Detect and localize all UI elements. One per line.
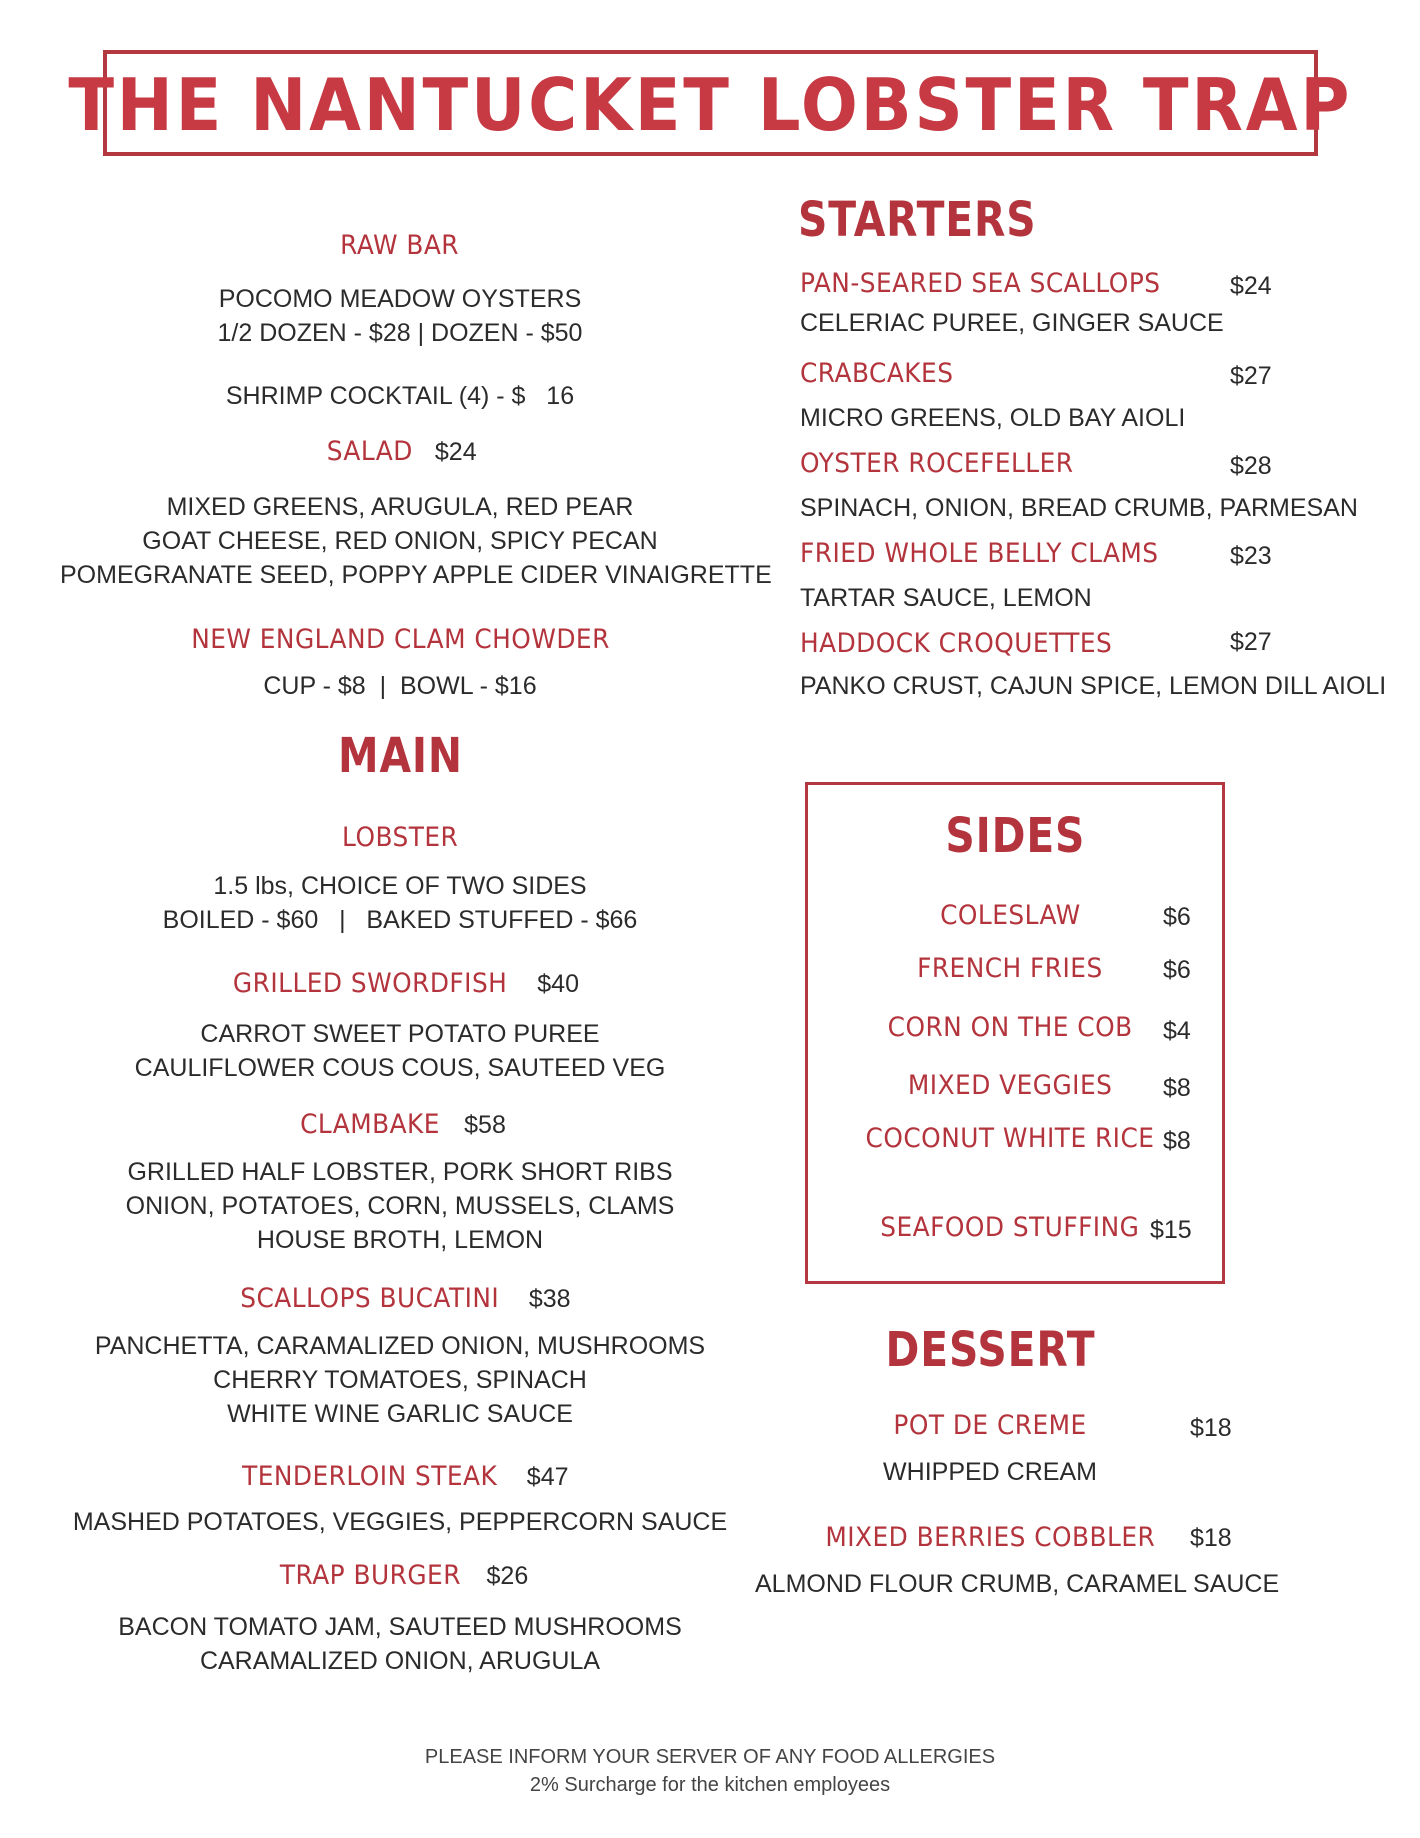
chowder-prices: CUP - $8 | BOWL - $16 bbox=[263, 672, 537, 700]
swordfish-price: $40 bbox=[537, 970, 579, 998]
tenderloin-desc-line: MASHED POTATOES, VEGGIES, PEPPERCORN SAUCE bbox=[72, 1508, 728, 1536]
side-name: FRENCH FRIES bbox=[917, 953, 1103, 984]
side-name: MIXED VEGGIES bbox=[907, 1070, 1113, 1101]
dessert-price: $18 bbox=[1190, 1414, 1232, 1442]
clambake-desc-line: ONION, POTATOES, CORN, MUSSELS, CLAMS bbox=[125, 1192, 675, 1220]
shrimp-cocktail: SHRIMP COCKTAIL (4) - $ 16 bbox=[225, 382, 575, 410]
side-price: $4 bbox=[1163, 1017, 1191, 1045]
starter-price: $28 bbox=[1230, 452, 1272, 480]
swordfish-desc-line: CARROT SWEET POTATO PUREE bbox=[200, 1020, 600, 1048]
raw-bar-heading: RAW BAR bbox=[340, 230, 460, 261]
main-item-scallops-bucatini: SCALLOPS BUCATINI $38 bbox=[240, 1283, 571, 1314]
burger-desc-line: BACON TOMATO JAM, SAUTEED MUSHROOMS bbox=[118, 1613, 682, 1641]
starter-price: $23 bbox=[1230, 542, 1272, 570]
sides-heading: SIDES bbox=[945, 808, 1085, 864]
side-price: $8 bbox=[1163, 1127, 1191, 1155]
starter-name: FRIED WHOLE BELLY CLAMS bbox=[800, 538, 1159, 569]
oysters-prices: 1/2 DOZEN - $28 | DOZEN - $50 bbox=[217, 319, 583, 347]
dessert-price: $18 bbox=[1190, 1524, 1232, 1552]
title-banner bbox=[68, 50, 1353, 156]
starter-desc: MICRO GREENS, OLD BAY AIOLI bbox=[800, 404, 1186, 432]
bucatini-desc-line: PANCHETTA, CARAMALIZED ONION, MUSHROOMS bbox=[94, 1332, 706, 1360]
dessert-desc: WHIPPED CREAM bbox=[883, 1458, 1097, 1486]
main-heading: MAIN bbox=[337, 728, 463, 784]
salad-desc-line: POMEGRANATE SEED, POPPY APPLE CIDER VINAIGRETTE bbox=[60, 561, 772, 589]
main-item-tenderloin: TENDERLOIN STEAK $47 bbox=[242, 1461, 569, 1492]
oysters-name: POCOMO MEADOW OYSTERS bbox=[218, 285, 582, 313]
surcharge-notice: 2% Surcharge for the kitchen employees bbox=[529, 1774, 891, 1796]
dessert-heading-wrap bbox=[760, 1322, 1220, 1378]
side-price: $15 bbox=[1150, 1216, 1192, 1244]
allergy-notice: PLEASE INFORM YOUR SERVER OF ANY FOOD ALLERGIES bbox=[424, 1746, 996, 1768]
side-price: $6 bbox=[1163, 956, 1191, 984]
bucatini-price: $38 bbox=[528, 1285, 571, 1313]
dessert-name: POT DE CREME bbox=[893, 1410, 1087, 1441]
salad-title bbox=[60, 436, 740, 467]
lobster-desc-line: 1.5 lbs, CHOICE OF TWO SIDES bbox=[213, 872, 587, 900]
salad-desc-line: MIXED GREENS, ARUGULA, RED PEAR bbox=[166, 493, 634, 521]
starter-desc: CELERIAC PUREE, GINGER SAUCE bbox=[800, 309, 1224, 337]
starter-price: $24 bbox=[1230, 272, 1272, 300]
side-name: SEAFOOD STUFFING bbox=[880, 1212, 1140, 1243]
side-name: CORN ON THE COB bbox=[887, 1012, 1133, 1043]
starter-desc: TARTAR SAUCE, LEMON bbox=[800, 584, 1092, 612]
dessert-heading: DESSERT bbox=[885, 1322, 1095, 1378]
starter-desc: PANKO CRUST, CAJUN SPICE, LEMON DILL AIOLI bbox=[800, 672, 1387, 700]
starter-name: HADDOCK CROQUETTES bbox=[800, 628, 1113, 659]
burger-price: $26 bbox=[486, 1562, 529, 1590]
chowder-title: NEW ENGLAND CLAM CHOWDER bbox=[190, 624, 610, 655]
bucatini-desc-line: WHITE WINE GARLIC SAUCE bbox=[227, 1400, 573, 1428]
dessert-name: MIXED BERRIES COBBLER bbox=[825, 1522, 1155, 1553]
starter-name: OYSTER ROCEFELLER bbox=[800, 448, 1074, 479]
starter-price: $27 bbox=[1230, 628, 1272, 656]
swordfish-desc-line: CAULIFLOWER COUS COUS, SAUTEED VEG bbox=[134, 1054, 666, 1082]
main-item-lobster: LOBSTER bbox=[341, 822, 459, 853]
salad-name: SALAD bbox=[327, 436, 414, 467]
starter-desc: SPINACH, ONION, BREAD CRUMB, PARMESAN bbox=[800, 494, 1358, 522]
clambake-price: $58 bbox=[464, 1111, 506, 1139]
main-item-swordfish: GRILLED SWORDFISH $40 bbox=[232, 968, 579, 999]
starter-price: $27 bbox=[1230, 362, 1272, 390]
restaurant-title: THE NANTUCKET LOBSTER TRAP bbox=[68, 63, 1353, 147]
side-name: COCONUT WHITE RICE bbox=[865, 1123, 1155, 1154]
main-item-trap-burger: TRAP BURGER $26 bbox=[279, 1560, 529, 1591]
side-price: $8 bbox=[1163, 1074, 1191, 1102]
burger-desc-line: CARAMALIZED ONION, ARUGULA bbox=[199, 1647, 601, 1675]
clambake-desc-line: HOUSE BROTH, LEMON bbox=[256, 1226, 544, 1254]
tenderloin-price: $47 bbox=[526, 1463, 569, 1491]
starter-name: CRABCAKES bbox=[800, 358, 954, 389]
side-price: $6 bbox=[1163, 903, 1191, 931]
lobster-desc-line: BOILED - $60 | BAKED STUFFED - $66 bbox=[162, 906, 638, 934]
starters-heading: STARTERS bbox=[798, 192, 1037, 248]
main-item-clambake: CLAMBAKE $58 bbox=[300, 1109, 506, 1140]
salad-price: $24 bbox=[434, 438, 477, 466]
salad-desc-line: GOAT CHEESE, RED ONION, SPICY PECAN bbox=[142, 527, 658, 555]
clambake-desc-line: GRILLED HALF LOBSTER, PORK SHORT RIBS bbox=[127, 1158, 673, 1186]
starter-name: PAN-SEARED SEA SCALLOPS bbox=[800, 268, 1161, 299]
side-name: COLESLAW bbox=[939, 900, 1081, 931]
bucatini-desc-line: CHERRY TOMATOES, SPINACH bbox=[213, 1366, 587, 1394]
dessert-desc: ALMOND FLOUR CRUMB, CARAMEL SAUCE bbox=[755, 1570, 1280, 1598]
sides-heading-wrap bbox=[805, 808, 1225, 864]
